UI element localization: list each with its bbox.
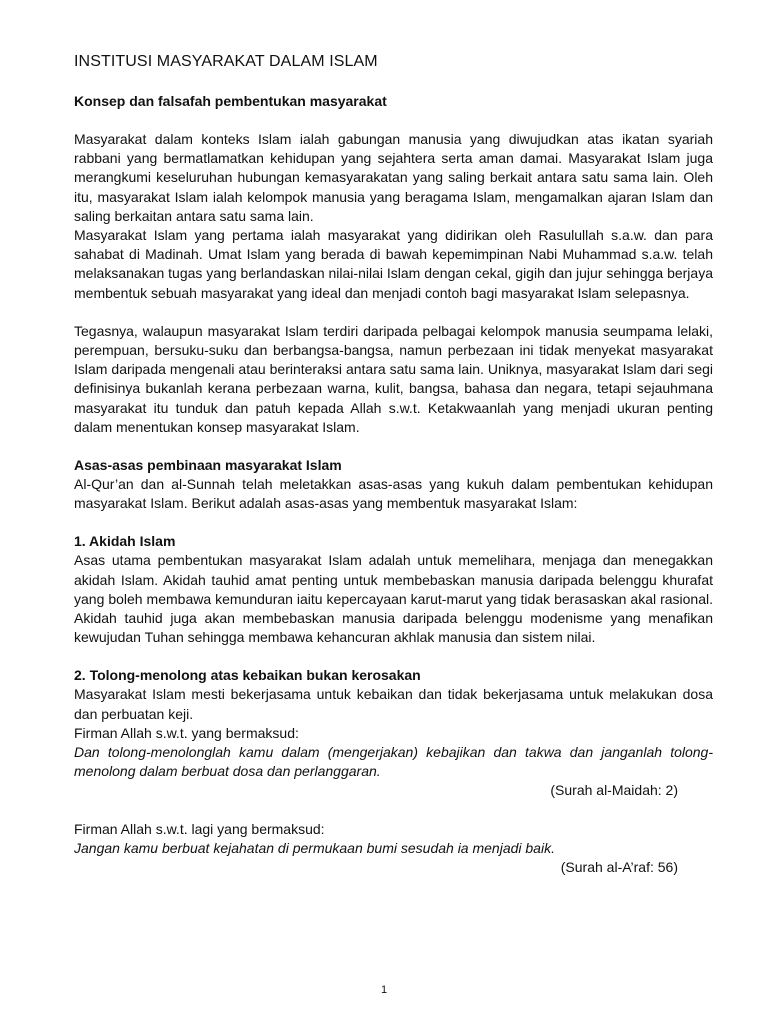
spacer	[74, 111, 713, 130]
quote-citation: (Surah al-A’raf: 56)	[560, 859, 678, 876]
quote-text: Jangan kamu berbuat kejahatan di permukaan bumi sesudah ia menjadi baik.	[74, 839, 555, 856]
spacer	[74, 513, 713, 532]
point-heading-tolong-menolong: 2. Tolong-menolong atas kebaikan bukan kerosakan	[74, 667, 421, 684]
paragraph: Al-Qur’an dan al-Sunnah telah meletakkan asas-asas yang kukuh dalam pembentukan kehidupan masyarakat Islam. Berikut adalah asas-asas yang membentuk masyarakat Islam:	[74, 476, 713, 512]
spacer	[74, 437, 713, 456]
spacer	[74, 303, 713, 322]
quote-text: Dan tolong-menolonglah kamu dalam (mengerjakan) kebajikan dan takwa dan janganlah tolong-menolong dalam berbuat dosa dan perlanggaran.	[74, 744, 713, 780]
spacer	[74, 647, 713, 666]
paragraph: Masyarakat dalam konteks Islam ialah gabungan manusia yang diwujudkan atas ikatan syariah rabbani yang bermatlamatkan kehidupan yang sejahtera serta aman damai. Masyarakat Islam juga merangkumi keseluruhan hubungan kemasyarakatan yang saling berkait antara satu sama lain. Oleh itu, masyarakat Islam ialah kelompok manusia yang beragama Islam, mengamalkan ajaran Islam dan saling berkaitan antara satu sama lain.	[74, 131, 713, 224]
quote-intro: Firman Allah s.w.t. yang bermaksud:	[74, 724, 299, 741]
paragraph: Asas utama pembentukan masyarakat Islam adalah untuk memelihara, menjaga dan menegakkan akidah Islam. Akidah tauhid amat penting untuk membebaskan manusia daripada belenggu khurafat yang boleh membawa kemunduran iaitu kepercayaan karut-marut yang tidak berasaskan akal rasional. Akidah tauhid juga akan membebaskan manusia daripada belenggu modenisme yang menafikan kewujudan Tuhan sehingga membawa kehancuran akhlak manusia dan sistem nilai.	[74, 552, 713, 646]
paragraph: Masyarakat Islam yang pertama ialah masyarakat yang didirikan oleh Rasulullah s.a.w. dan para sahabat di Madinah. Umat Islam yang berada di bawah kepemimpinan Nabi Muhammad s.a.w. telah melaksanakan tugas yang berlandaskan nilai-nilai Islam dengan cekal, gigih dan jujur sehingga berjaya membentuk sebuah masyarakat yang ideal dan menjadi contoh bagi masyarakat Islam selepasnya.	[74, 227, 713, 301]
paragraph: Masyarakat Islam mesti bekerjasama untuk kebaikan dan tidak bekerjasama untuk melakukan dosa dan perbuatan keji.	[74, 686, 713, 722]
spacer	[74, 801, 713, 820]
page-number: 1	[380, 984, 388, 996]
document-title: INSTITUSI MASYARAKAT DALAM ISLAM	[74, 53, 378, 70]
point-heading-akidah: 1. Akidah Islam	[74, 533, 176, 550]
paragraph: Tegasnya, walaupun masyarakat Islam terdiri daripada pelbagai kelompok manusia seumpama lelaki, perempuan, bersuku-suku dan berbangsa-bangsa, namun perbezaan ini tidak menyekat masyarakat Islam daripada mengenali atau berinteraksi antara satu sama lain. Uniknya, masyarakat Islam dari segi definisinya bukanlah kerana perbezaan warna, kulit, bangsa, bahasa dan negara, tetapi sejauhmana masyarakat itu tunduk dan patuh kepada Allah s.w.t. Ketakwaanlah yang menjadi ukuran penting dalam menentukan konsep masyarakat Islam.	[74, 322, 713, 435]
document-page	[74, 52, 713, 877]
quote-intro: Firman Allah s.w.t. lagi yang bermaksud:	[74, 820, 325, 837]
quote-citation: (Surah al-Maidah: 2)	[550, 782, 678, 799]
section-heading-asas: Asas-asas pembinaan masyarakat Islam	[74, 457, 342, 474]
section-heading-konsep: Konsep dan falsafah pembentukan masyarakat	[74, 93, 387, 109]
